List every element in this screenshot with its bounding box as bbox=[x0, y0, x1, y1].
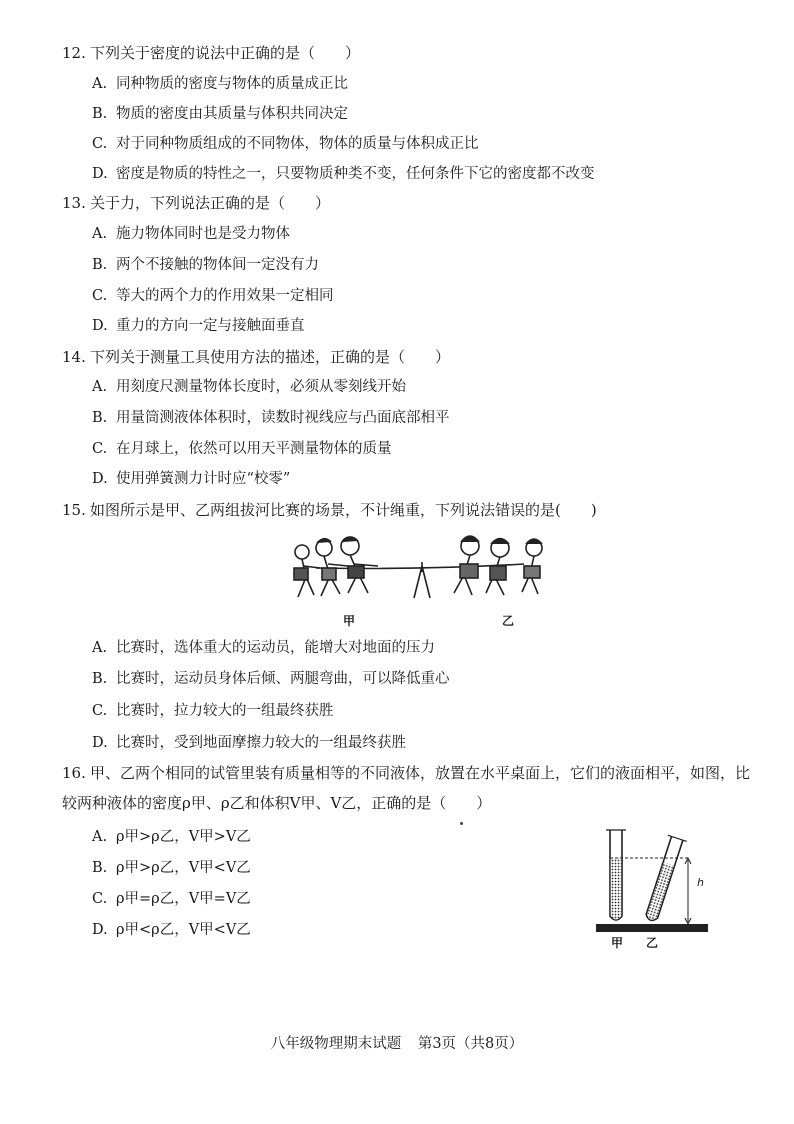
option-label: C. bbox=[92, 891, 108, 907]
option-text: ρ甲>ρ乙，V甲>V乙 bbox=[116, 829, 251, 845]
option-text: 比赛时，运动员身体后倾、两腿弯曲，可以降低重心 bbox=[116, 671, 450, 687]
option-label: B. bbox=[92, 410, 108, 426]
option-label: A. bbox=[92, 640, 108, 656]
option-text: 重力的方向一定与接触面垂直 bbox=[116, 318, 305, 334]
option-text: ρ甲=ρ乙，V甲=V乙 bbox=[116, 891, 251, 907]
option-14-b[interactable] bbox=[92, 406, 450, 430]
question-number: 13. bbox=[62, 194, 86, 212]
figure-label-jia: 甲 bbox=[343, 614, 356, 628]
option-label: B. bbox=[92, 860, 108, 876]
option-12-c[interactable] bbox=[92, 132, 479, 156]
question-stem: 下列关于测量工具使用方法的描述，正确的是（ ） bbox=[90, 348, 451, 366]
option-text: 施力物体同时也是受力物体 bbox=[116, 226, 290, 242]
option-text: 用刻度尺测量物体长度时，必须从零刻线开始 bbox=[116, 379, 406, 395]
stray-dot bbox=[460, 822, 463, 825]
option-label: A. bbox=[92, 829, 108, 845]
option-label: D. bbox=[92, 318, 108, 334]
option-12-d[interactable] bbox=[92, 162, 595, 186]
option-label: C. bbox=[92, 441, 108, 457]
option-label: C. bbox=[92, 703, 108, 719]
tug-of-war-figure bbox=[284, 532, 564, 612]
question-14 bbox=[62, 344, 754, 370]
option-text: 使用弹簧测力计时应“校零” bbox=[116, 471, 291, 487]
question-number: 16. bbox=[62, 764, 86, 782]
option-label: A. bbox=[92, 76, 108, 92]
question-stem: 下列关于密度的说法中正确的是（ ） bbox=[90, 44, 361, 62]
question-13 bbox=[62, 190, 754, 216]
option-text: 同种物质的密度与物体的质量成正比 bbox=[116, 76, 348, 92]
option-15-a[interactable] bbox=[92, 636, 435, 660]
option-label: D. bbox=[92, 922, 108, 938]
option-label: D. bbox=[92, 166, 108, 182]
option-label: D. bbox=[92, 735, 108, 751]
option-label: C. bbox=[92, 288, 108, 304]
test-tubes-illustration bbox=[596, 826, 708, 936]
option-text: 在月球上，依然可以用天平测量物体的质量 bbox=[116, 441, 392, 457]
option-15-d[interactable] bbox=[92, 731, 406, 755]
option-text: 比赛时，拉力较大的一组最终获胜 bbox=[116, 703, 334, 719]
option-16-b[interactable] bbox=[92, 856, 251, 880]
test-tubes-figure bbox=[596, 826, 708, 936]
option-label: B. bbox=[92, 671, 108, 687]
option-14-c[interactable] bbox=[92, 437, 392, 461]
question-16 bbox=[62, 758, 754, 818]
option-15-c[interactable] bbox=[92, 699, 334, 723]
figure-label-h: h bbox=[697, 876, 704, 889]
question-12 bbox=[62, 40, 754, 66]
tug-of-war-illustration bbox=[284, 532, 564, 612]
option-text: 密度是物质的特性之一，只要物质种类不变，任何条件下它的密度都不改变 bbox=[116, 166, 595, 182]
option-text: ρ甲<ρ乙，V甲<V乙 bbox=[116, 922, 251, 938]
option-14-a[interactable] bbox=[92, 375, 406, 399]
option-13-a[interactable] bbox=[92, 222, 290, 246]
option-label: B. bbox=[92, 106, 108, 122]
page-footer bbox=[0, 1032, 794, 1053]
option-16-a[interactable] bbox=[92, 825, 251, 849]
option-label: A. bbox=[92, 379, 108, 395]
option-16-c[interactable] bbox=[92, 887, 251, 911]
option-text: 用量筒测液体体积时，读数时视线应与凸面底部相平 bbox=[116, 410, 450, 426]
option-text: 物质的密度由其质量与体积共同决定 bbox=[116, 106, 348, 122]
option-text: 两个不接触的物体间一定没有力 bbox=[116, 257, 319, 273]
exam-title: 八年级物理期末试题 bbox=[270, 1036, 402, 1052]
question-number: 15. bbox=[62, 501, 86, 519]
option-13-b[interactable] bbox=[92, 253, 319, 277]
option-13-c[interactable] bbox=[92, 284, 334, 308]
option-text: ρ甲>ρ乙，V甲<V乙 bbox=[116, 860, 251, 876]
option-label: A. bbox=[92, 226, 108, 242]
option-text: 对于同种物质组成的不同物体，物体的质量与体积成正比 bbox=[116, 136, 479, 152]
page-number: 第3页（共8页） bbox=[417, 1036, 524, 1052]
option-text: 比赛时，受到地面摩擦力较大的一组最终获胜 bbox=[116, 735, 406, 751]
option-label: C. bbox=[92, 136, 108, 152]
option-text: 等大的两个力的作用效果一定相同 bbox=[116, 288, 334, 304]
question-stem: 关于力，下列说法正确的是（ ） bbox=[90, 194, 331, 212]
question-15 bbox=[62, 497, 754, 523]
option-13-d[interactable] bbox=[92, 314, 305, 338]
question-number: 12. bbox=[62, 44, 86, 62]
question-stem: 甲、乙两个相同的试管里装有质量相等的不同液体，放置在水平桌面上，它们的液面相平，如图，比较两种液体的密度ρ甲、ρ乙和体积V甲、V乙，正确的是（ ） bbox=[62, 764, 751, 812]
question-stem: 如图所示是甲、乙两组拔河比赛的场景，不计绳重，下列说法错误的是( ) bbox=[90, 501, 597, 519]
option-16-d[interactable] bbox=[92, 918, 251, 942]
option-label: D. bbox=[92, 471, 108, 487]
option-12-a[interactable] bbox=[92, 72, 348, 96]
tube-label-yi: 乙 bbox=[646, 936, 659, 950]
option-12-b[interactable] bbox=[92, 102, 348, 126]
option-text: 比赛时，选体重大的运动员，能增大对地面的压力 bbox=[116, 640, 435, 656]
figure-label-yi: 乙 bbox=[502, 614, 515, 628]
tube-label-jia: 甲 bbox=[611, 936, 624, 950]
question-number: 14. bbox=[62, 348, 86, 366]
option-14-d[interactable] bbox=[92, 467, 290, 491]
option-15-b[interactable] bbox=[92, 667, 450, 691]
option-label: B. bbox=[92, 257, 108, 273]
